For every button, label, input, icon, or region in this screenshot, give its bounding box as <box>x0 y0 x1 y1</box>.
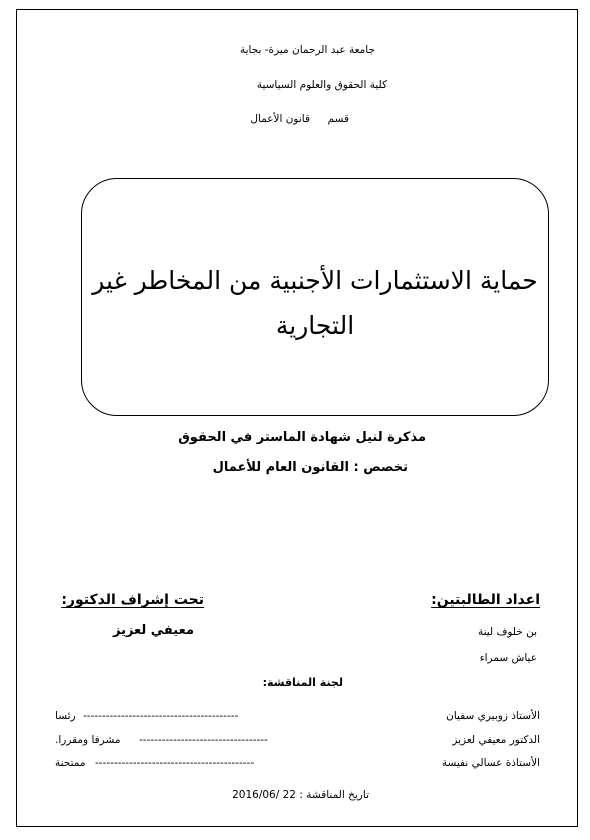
thesis-title-line-2: التجارية <box>275 311 355 340</box>
committee-member-role: ممتحنة <box>55 757 86 769</box>
student-name-1: بن خلوف لينة <box>477 626 537 638</box>
committee-member-name: الأستاذة عسالي نفيسة <box>441 757 540 769</box>
department-name: قانون الأعمال <box>250 113 310 125</box>
committee-member-name: الدكتور معيفي لعزيز <box>452 734 540 746</box>
committee-member-row <box>55 757 540 773</box>
supervisor-name: معيفي لعزيز <box>112 623 194 638</box>
thesis-title-line-1: حماية الاستثمارات الأجنبية من المخاطر غير <box>92 266 538 295</box>
committee-dots: ---------------------------------- <box>139 734 268 746</box>
committee-heading: لجنة المناقشة: <box>262 676 343 689</box>
page-border <box>16 9 578 827</box>
committee-member-role: مشرفا ومقررا. <box>55 734 121 746</box>
thesis-purpose: مذكرة لنيل شهادة الماستر في الحقوق <box>178 430 426 445</box>
department-label: قسم <box>327 113 349 125</box>
supervisor-heading: تحت إشراف الدكتور: <box>61 592 204 608</box>
faculty-name: كلية الحقوق والعلوم السياسية <box>256 79 387 91</box>
thesis-specialization: تخصص : القانون العام للأعمال <box>212 460 408 475</box>
committee-member-role: رئسا <box>55 710 76 722</box>
defense-date: تاريخ المناقشة : 22 /2016/06 <box>232 789 369 801</box>
student-name-2: عياش سمراء <box>479 652 537 664</box>
committee-member-row <box>55 710 540 726</box>
committee-member-row <box>55 734 540 750</box>
students-heading: اعداد الطالبتين: <box>431 592 540 608</box>
thesis-title-box <box>81 178 549 416</box>
committee-dots: ----------------------------------------- <box>83 710 239 722</box>
committee-member-name: الأستاذ زوبيري سفيان <box>446 710 540 722</box>
committee-dots: ------------------------------------------ <box>95 757 255 769</box>
university-name: جامعة عبد الرحمان ميرة- بجاية <box>239 44 375 56</box>
